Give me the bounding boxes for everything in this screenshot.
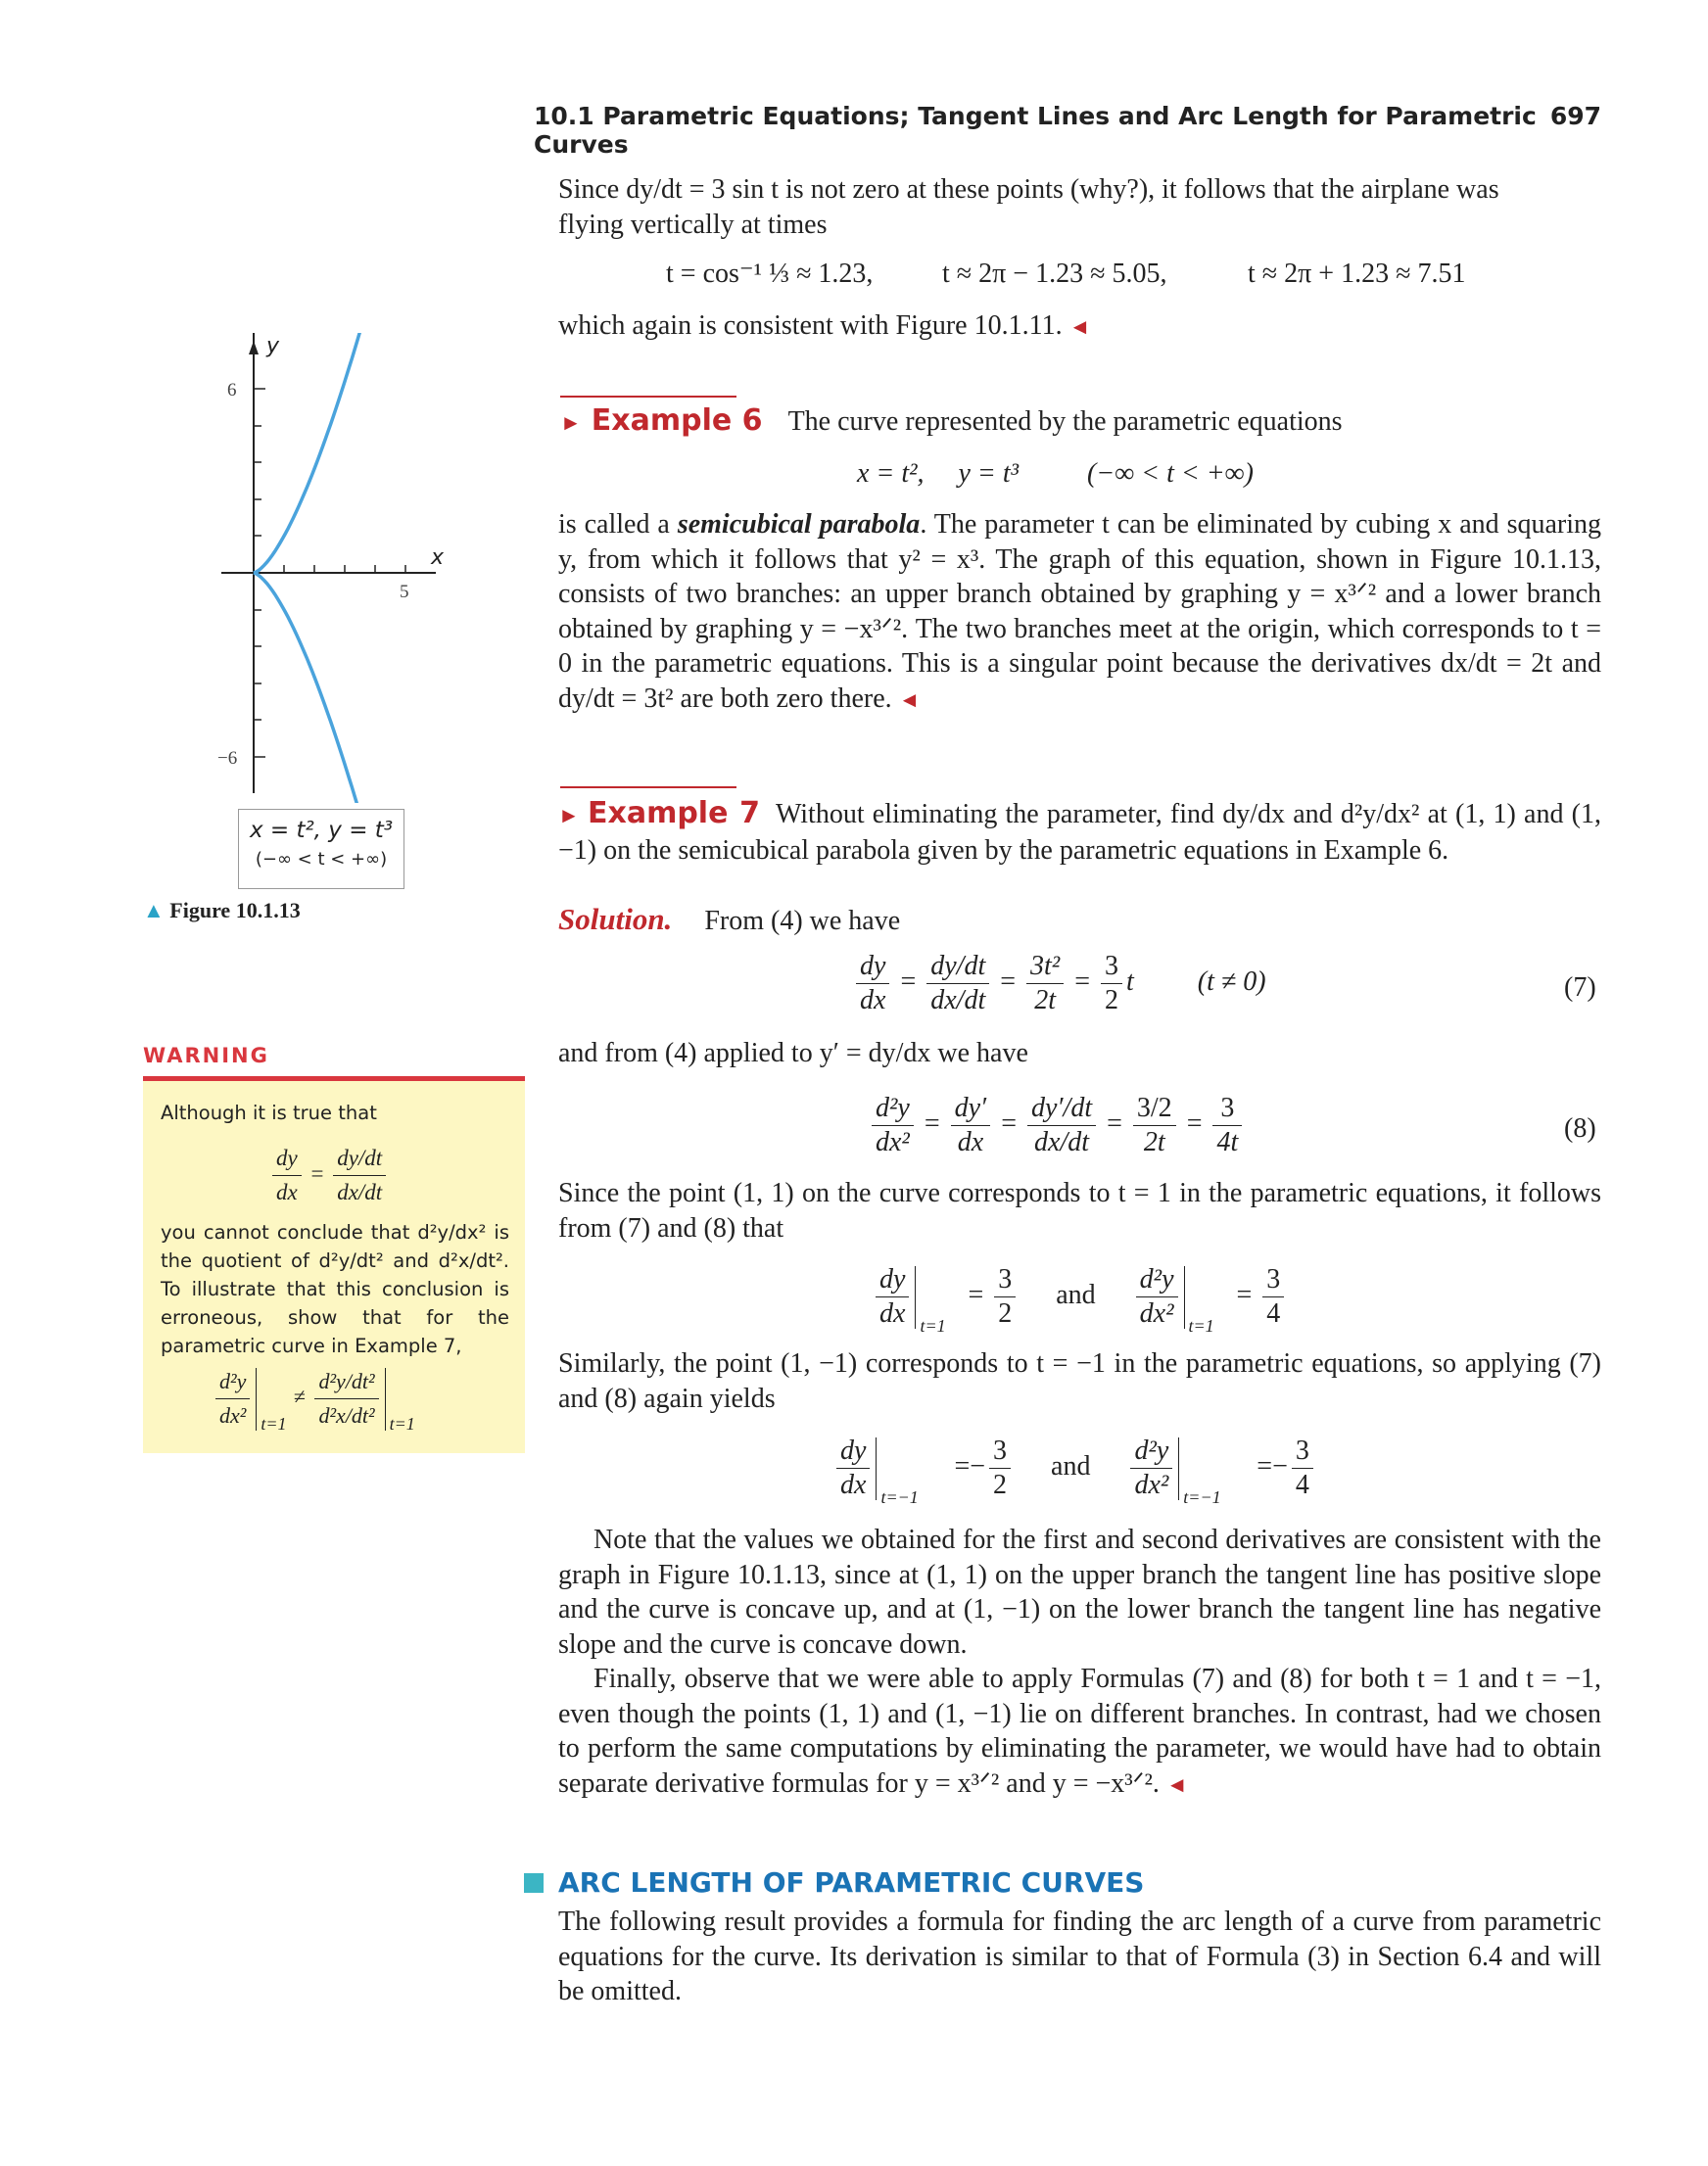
x-ticks [284,565,405,573]
intro-line-1: Since dy/dt = 3 sin t is not zero at these points (why?), it follows that the airplane was [558,174,1499,205]
example7-paragraph [558,796,1601,868]
note-paragraph-2 [558,1662,1601,1802]
example6-text-b: . The parameter t can be eliminated by cubing x and squaring y, from which it follows that y² = x³. The graph of this equation, shown in Figure 10.1.13, consists of two branches: an upper branch obtained by graphing y = x³ᐟ² and a lower branch obtained by graphing y = −x³ᐟ². The two branches meet at the origin, which corresponds to t = 0 in the parametric equations. This is a singular point because the derivatives dx/dt = 2t and dy/dt = 3t² are both zero there. [558,509,1602,714]
equals-sign: = [310,1160,324,1186]
example6-lead: The curve represented by the parametric equations [787,406,1343,437]
frac-num: dy/dt [926,950,989,984]
eval-subscript: t=1 [389,1413,415,1434]
frac-num: 3 [1262,1263,1284,1297]
time-2: t ≈ 2π − 1.23 ≈ 5.05, [942,259,1167,289]
frac-den: dx/dt [930,985,986,1015]
eval-subscript: t=−1 [1183,1486,1221,1507]
eval-subscript: t=−1 [880,1486,919,1507]
times-equation [666,257,1567,290]
and-word: and [1056,1279,1096,1310]
y-axis-arrow-icon [249,341,259,354]
frac-den: 2 [993,1470,1008,1500]
frac-den: 2 [998,1298,1013,1329]
frac-num: 3t² [1026,950,1064,984]
note2-text: Finally, observe that we were able to apply Formulas (7) and (8) for both t = 1 and t = −1, even though the points (1, 1) and (1, −1) lie on different branches. In contrast, had we chosen to perform the same computations by eliminating the parameter, we would have had to obtain separate derivative formulas for y = x³ᐟ² and y = −x³ᐟ². [558,1664,1601,1799]
y-axis-label: y [266,334,280,358]
warning-heading: WARNING [143,1044,269,1067]
eq7-condition: (t ≠ 0) [1197,965,1266,997]
equals-sign: = [1107,1107,1122,1139]
frac-num: d²y [872,1092,914,1126]
equals-sign: = [1001,1107,1017,1139]
y-tick-label-top: 6 [227,380,237,400]
frac-den: 4 [1266,1298,1281,1329]
minus-sign: − [1272,1450,1288,1482]
arc-paragraph: The following result provides a formula for finding the arc length of a curve from parametric equations for the curve. Its derivation is similar to that of Formula (3) in Section 6.4 and will be omitted. [558,1907,1601,2006]
header-title: 10.1 Parametric Equations; Tangent Lines and Arc Length for Parametric Curves [534,102,1537,159]
minus-sign: − [970,1450,986,1482]
frac-num: 3 [1212,1092,1242,1126]
frac-num: dy [836,1435,870,1469]
and-word: and [1051,1450,1091,1482]
frac-num: 3 [989,1435,1011,1469]
semicubical-term: semicubical parabola [677,509,921,540]
frac-den: 2t [1034,985,1057,1015]
example6-text-a: is called a [558,509,670,540]
frac-den: dx² [219,1403,247,1428]
arc-section-square-icon [524,1873,544,1893]
frac-num: dy [876,1263,909,1297]
point2-paragraph: Similarly, the point (1, −1) corresponds to t = −1 in the parametric equations, so applying (7) and (8) again yields [558,1348,1601,1414]
figure-caption [143,898,301,923]
frac-num: dy′/dt [1027,1092,1096,1126]
example6-label: Example 6 [591,403,763,438]
frac-den: 2 [1105,985,1119,1015]
frac-num: 3/2 [1133,1092,1176,1126]
frac-den: dx/dt [337,1180,383,1204]
equation-7-number: (7) [1564,972,1596,1003]
figure-equation-box [238,809,404,889]
not-equal-sign: ≠ [293,1384,306,1409]
figure-semicubical-parabola [137,333,460,803]
frac-num: d²y [1130,1435,1172,1469]
time-1: t = cos⁻¹ ⅓ ≈ 1.23, [666,259,874,289]
equation-8 [868,1092,1246,1159]
frac-den: dx [276,1180,298,1204]
example7-text: Without eliminating the parameter, find dy/dx and d²y/dx² at (1, 1) and (1, −1) on the semicubical parabola given by the parametric equations in Example 6. [558,799,1601,866]
frac-num: 3 [1292,1435,1313,1469]
frac-den: dx [840,1470,867,1500]
example6-paragraph [558,507,1601,717]
eval-subscript: t=1 [920,1315,946,1336]
frac-den: dx² [1139,1298,1174,1329]
example-arrow-icon: ► [558,803,580,827]
frac-den: dx² [1134,1470,1169,1500]
point1-paragraph: Since the point (1, 1) on the curve corresponds to t = 1 in the parametric equations, it follows from (7) and (8) that [558,1178,1601,1244]
equation-8-number: (8) [1564,1113,1596,1144]
frac-den: dx² [876,1127,910,1157]
equals-sign: = [924,1107,940,1139]
example6-equation: x = t², y = t³ (−∞ < t < +∞) [857,458,1254,489]
equals-sign: = [1000,965,1017,997]
note-paragraph-1: Note that the values we obtained for the first and second derivatives are consistent with the graph in Figure 10.1.13, since at (1, 1) on the upper branch the tangent line has positive slope and the curve is concave up, and at (1, −1) on the lower branch the tangent line has negative slope and the curve is concave down. [558,1525,1601,1660]
frac-den: dx [957,1127,984,1157]
frac-den: 4 [1295,1470,1309,1500]
equals-sign: = [1074,965,1091,997]
solution-lead-text: From (4) we have [704,906,901,936]
example-arrow-icon: ► [560,410,582,435]
figure-eq-line-1: x = t², y = t³ [249,818,394,843]
running-header [534,102,1601,159]
frac-num: d²y [215,1365,250,1399]
end-marker-icon: ◄ [1068,314,1091,339]
time-3: t ≈ 2π + 1.23 ≈ 7.51 [1248,259,1466,289]
frac-den: 2t [1143,1127,1165,1157]
example6-heading [560,403,1603,440]
equation-7 [852,950,1266,1017]
equals-sign: = [900,965,917,997]
y-tick-label-bottom: −6 [217,748,238,769]
frac-num: dy [856,950,889,984]
frac-num: 3 [1101,950,1122,984]
warning-inequality [212,1365,417,1433]
frac-den: 4t [1216,1127,1239,1157]
example7-rule [560,786,736,788]
frac-num: 3 [994,1263,1016,1297]
frac-num: dy [272,1142,302,1176]
equals-sign: = [1257,1450,1273,1482]
end-marker-icon: ◄ [898,686,921,712]
page-number: 697 [1549,102,1601,130]
frac-den: dx [860,985,886,1015]
lower-branch-curve [254,573,413,803]
solution-label: Solution. [558,902,673,936]
eval-subscript: t=1 [1188,1315,1214,1336]
evaluation-tneg1 [832,1435,1317,1507]
warning-text-2: you cannot conclude that d²y/dx² is the quotient of d²y/dt² and d²x/dt². To illustrate that this conclusion is erroneous, show that for the parametric curve in Example 7, [161,1221,509,1357]
frac-den: dx/dt [1034,1127,1090,1157]
example6-rule [560,396,736,398]
frac-num: dy′ [951,1092,991,1126]
frac-den: dx [879,1298,906,1329]
equals-sign: = [968,1279,984,1310]
intro-closing [558,308,1601,345]
frac-num: d²y/dt² [314,1365,378,1399]
evaluation-t1 [872,1263,1288,1336]
intro-paragraph [558,172,1601,242]
frac-num: dy/dt [333,1142,386,1176]
equals-sign: = [954,1450,971,1482]
x-tick-label: 5 [400,582,409,602]
example7-label: Example 7 [587,796,760,830]
end-marker-icon: ◄ [1165,1771,1188,1797]
figure-eq-line-2: (−∞ < t < +∞) [255,849,388,870]
solution-lead [558,902,1601,939]
x-axis-label: x [431,545,445,570]
equals-sign: = [1236,1279,1253,1310]
caption-triangle-icon: ▲ [143,898,165,922]
mid-text: and from (4) applied to y′ = dy/dx we have [558,1038,1028,1068]
frac-den: d²x/dt² [318,1403,375,1428]
upper-branch-curve [254,333,413,573]
arc-heading: ARC LENGTH OF PARAMETRIC CURVES [558,1866,1145,1899]
eq7-tail: t [1126,965,1134,997]
warning-fraction-eq [268,1142,390,1209]
eval-subscript: t=1 [261,1413,287,1434]
warning-text-1: Although it is true that [161,1102,377,1124]
frac-num: d²y [1136,1263,1178,1297]
equals-sign: = [1186,1107,1203,1139]
intro-line-2: flying vertically at times [558,209,828,240]
caption-text: Figure 10.1.13 [169,898,301,922]
intro-closing-text: which again is consistent with Figure 10.1.11. [558,310,1063,341]
warning-box [143,1081,525,1453]
